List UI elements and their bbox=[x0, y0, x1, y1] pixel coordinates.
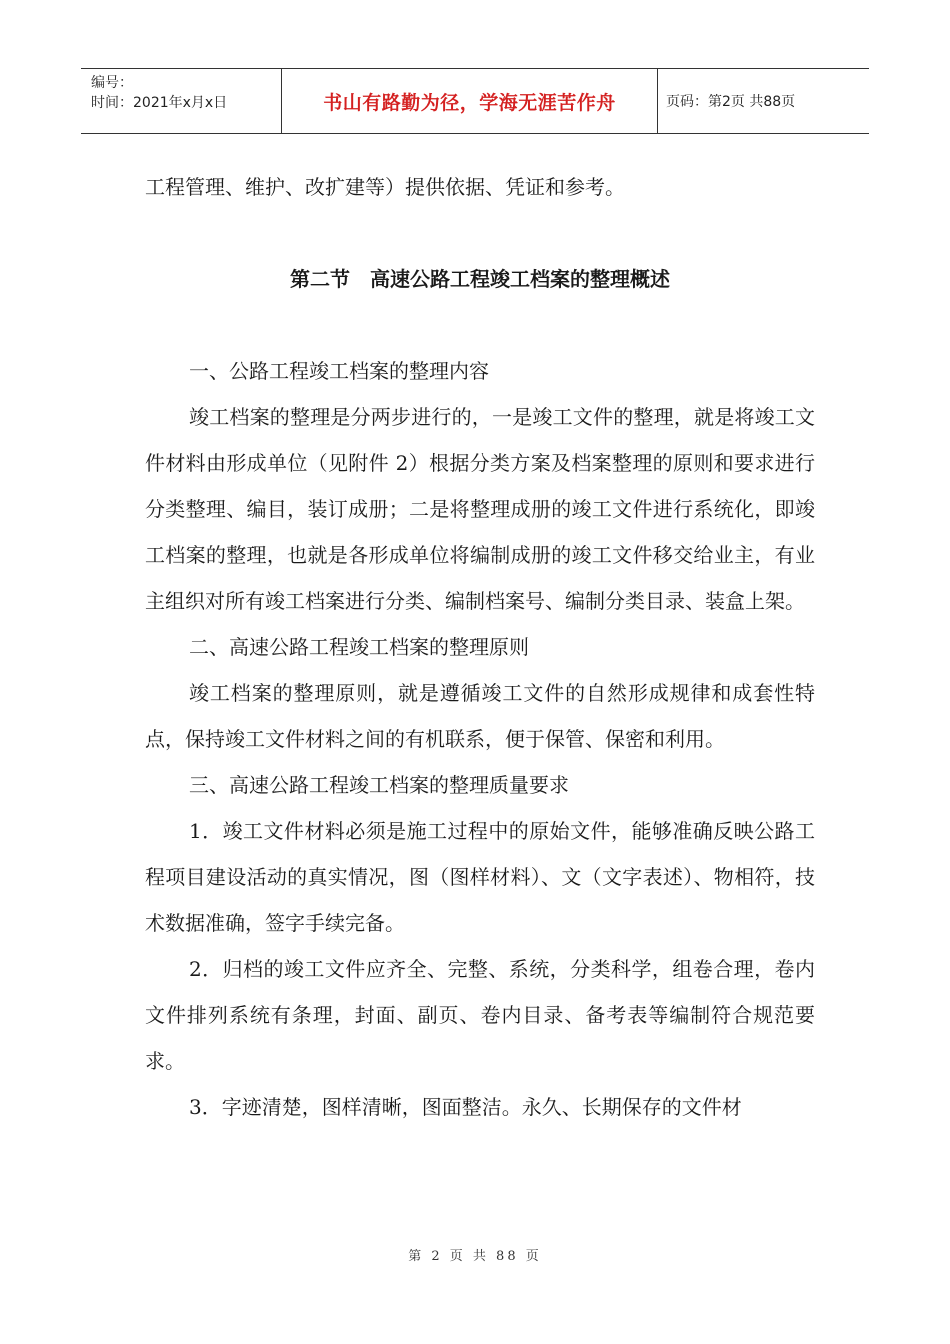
page-header bbox=[81, 68, 869, 134]
header-motto: 书山有路勤为径，学海无涯苦作舟 bbox=[282, 69, 658, 133]
paragraph-organizing-principles: 竣工档案的整理原则，就是遵循竣工文件的自然形成规律和成套性特点，保持竣工文件材料之间的有机联系，便于保管、保密和利用。 bbox=[145, 681, 815, 751]
document-body bbox=[145, 164, 815, 1130]
paragraph-organizing-content: 竣工档案的整理是分两步进行的，一是竣工文件的整理，就是将竣工文件材料由形成单位（见附件 2）根据分类方案及档案整理的原则和要求进行分类整理、编目，装订成册；二是将整理成册的竣工文件进行系统化，即竣工档案的整理，也就是各形成单位将编制成册的竣工文件移交给业主，有业主组织对所有竣工档案进行分类、编制档案号、编制分类目录、装盒上架。 bbox=[145, 405, 815, 613]
list-item-3: 3．字迹清楚，图样清晰，图面整洁。永久、长期保存的文件材 bbox=[189, 1095, 742, 1119]
document-number-label: 编号： bbox=[91, 75, 133, 91]
list-item-1: 1．竣工文件材料必须是施工过程中的原始文件，能够准确反映公路工程项目建设活动的真实情况，图（图样材料）、文（文字表述）、物相符，技术数据准确，签字手续完备。 bbox=[145, 819, 815, 935]
heading-organizing-principles: 二、高速公路工程竣工档案的整理原则 bbox=[189, 635, 529, 659]
heading-quality-requirements: 三、高速公路工程竣工档案的整理质量要求 bbox=[189, 773, 569, 797]
page-footer: 第 2 页 共 88 页 bbox=[408, 1249, 542, 1264]
document-date-label: 时间：2021年x月x日 bbox=[91, 95, 228, 111]
heading-organizing-content: 一、公路工程竣工档案的整理内容 bbox=[189, 359, 489, 383]
header-page-info: 页码：第2页 共88页 bbox=[666, 94, 796, 110]
section-title: 第二节 高速公路工程竣工档案的整理概述 bbox=[290, 267, 670, 291]
list-item-2: 2．归档的竣工文件应齐全、完整、系统，分类科学，组卷合理，卷内文件排列系统有条理，封面、副页、卷内目录、备考表等编制符合规范要求。 bbox=[145, 957, 815, 1073]
header-meta bbox=[81, 69, 282, 133]
paragraph-continuation: 工程管理、维护、改扩建等）提供依据、凭证和参考。 bbox=[145, 175, 625, 199]
